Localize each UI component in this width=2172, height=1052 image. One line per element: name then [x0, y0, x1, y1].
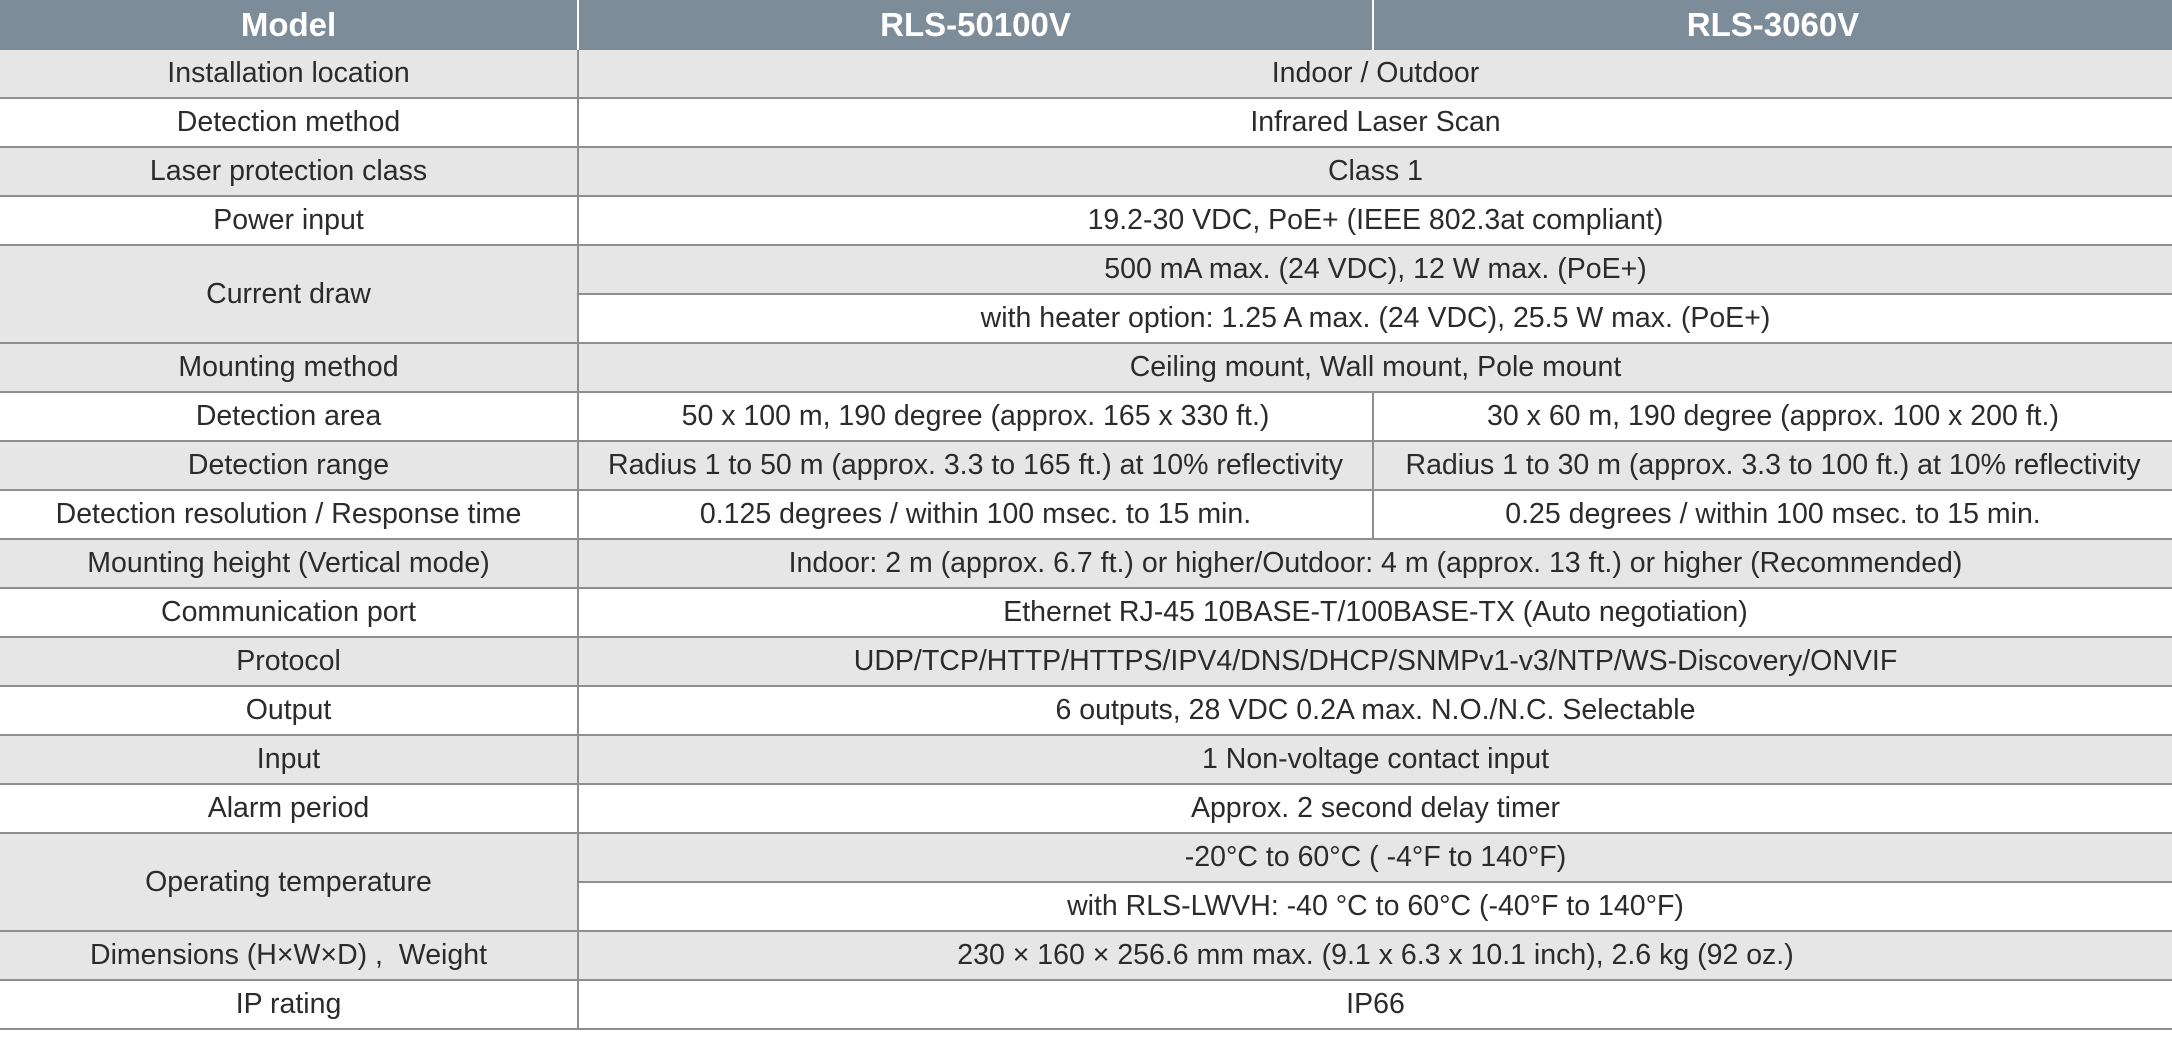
row-label: Detection resolution / Response time	[0, 490, 578, 539]
row-value: Infrared Laser Scan	[578, 98, 2172, 147]
row-mounting-method	[0, 343, 2172, 392]
row-value-b: 30 x 60 m, 190 degree (approx. 100 x 200 ft.)	[1373, 392, 2172, 441]
row-value-b: 0.25 degrees / within 100 msec. to 15 min.	[1373, 490, 2172, 539]
header-model: Model	[0, 0, 578, 50]
header-row	[0, 0, 2172, 50]
row-value: -20°C to 60°C ( -4°F to 140°F)	[578, 833, 2172, 882]
row-value: Ceiling mount, Wall mount, Pole mount	[578, 343, 2172, 392]
row-value: 6 outputs, 28 VDC 0.2A max. N.O./N.C. Selectable	[578, 686, 2172, 735]
row-value: 230 × 160 × 256.6 mm max. (9.1 x 6.3 x 10.1 inch), 2.6 kg (92 oz.)	[578, 931, 2172, 980]
row-label: Detection area	[0, 392, 578, 441]
row-label: Current draw	[0, 245, 578, 343]
row-current-draw	[0, 245, 2172, 294]
row-input	[0, 735, 2172, 784]
row-communication-port	[0, 588, 2172, 637]
row-operating-temperature	[0, 833, 2172, 882]
row-value-a: Radius 1 to 50 m (approx. 3.3 to 165 ft.) at 10% reflectivity	[578, 441, 1373, 490]
row-installation-location	[0, 50, 2172, 98]
row-detection-area	[0, 392, 2172, 441]
row-value: with RLS-LWVH: -40 °C to 60°C (-40°F to 140°F)	[578, 882, 2172, 931]
row-value: 500 mA max. (24 VDC), 12 W max. (PoE+)	[578, 245, 2172, 294]
row-ip-rating	[0, 980, 2172, 1029]
row-detection-method	[0, 98, 2172, 147]
row-label: Detection method	[0, 98, 578, 147]
header-model-a: RLS-50100V	[578, 0, 1373, 50]
row-alarm-period	[0, 784, 2172, 833]
header-model-b: RLS-3060V	[1373, 0, 2172, 50]
row-protocol	[0, 637, 2172, 686]
row-detection-range	[0, 441, 2172, 490]
row-label: Communication port	[0, 588, 578, 637]
row-value-b: Radius 1 to 30 m (approx. 3.3 to 100 ft.) at 10% reflectivity	[1373, 441, 2172, 490]
row-label: Laser protection class	[0, 147, 578, 196]
row-label: Output	[0, 686, 578, 735]
row-label: Dimensions (H×W×D) , Weight	[0, 931, 578, 980]
row-label: Operating temperature	[0, 833, 578, 931]
row-label: Mounting method	[0, 343, 578, 392]
row-value: Indoor / Outdoor	[578, 50, 2172, 98]
row-label: Mounting height (Vertical mode)	[0, 539, 578, 588]
row-value-a: 0.125 degrees / within 100 msec. to 15 min.	[578, 490, 1373, 539]
row-value: 19.2-30 VDC, PoE+ (IEEE 802.3at compliant)	[578, 196, 2172, 245]
row-label: Input	[0, 735, 578, 784]
row-laser-protection-class	[0, 147, 2172, 196]
row-power-input	[0, 196, 2172, 245]
row-mounting-height	[0, 539, 2172, 588]
row-value: Approx. 2 second delay timer	[578, 784, 2172, 833]
row-label: Detection range	[0, 441, 578, 490]
row-detection-resolution	[0, 490, 2172, 539]
row-output	[0, 686, 2172, 735]
row-value: with heater option: 1.25 A max. (24 VDC), 25.5 W max. (PoE+)	[578, 294, 2172, 343]
row-value: Ethernet RJ-45 10BASE-T/100BASE-TX (Auto negotiation)	[578, 588, 2172, 637]
row-value: Class 1	[578, 147, 2172, 196]
row-dimensions-weight	[0, 931, 2172, 980]
row-value: 1 Non-voltage contact input	[578, 735, 2172, 784]
row-label: Protocol	[0, 637, 578, 686]
row-value: UDP/TCP/HTTP/HTTPS/IPV4/DNS/DHCP/SNMPv1-v3/NTP/WS-Discovery/ONVIF	[578, 637, 2172, 686]
row-value: IP66	[578, 980, 2172, 1029]
row-value-a: 50 x 100 m, 190 degree (approx. 165 x 330 ft.)	[578, 392, 1373, 441]
row-label: Alarm period	[0, 784, 578, 833]
row-value: Indoor: 2 m (approx. 6.7 ft.) or higher/Outdoor: 4 m (approx. 13 ft.) or higher (Recommended)	[578, 539, 2172, 588]
row-label: Installation location	[0, 50, 578, 98]
row-label: Power input	[0, 196, 578, 245]
row-label: IP rating	[0, 980, 578, 1029]
